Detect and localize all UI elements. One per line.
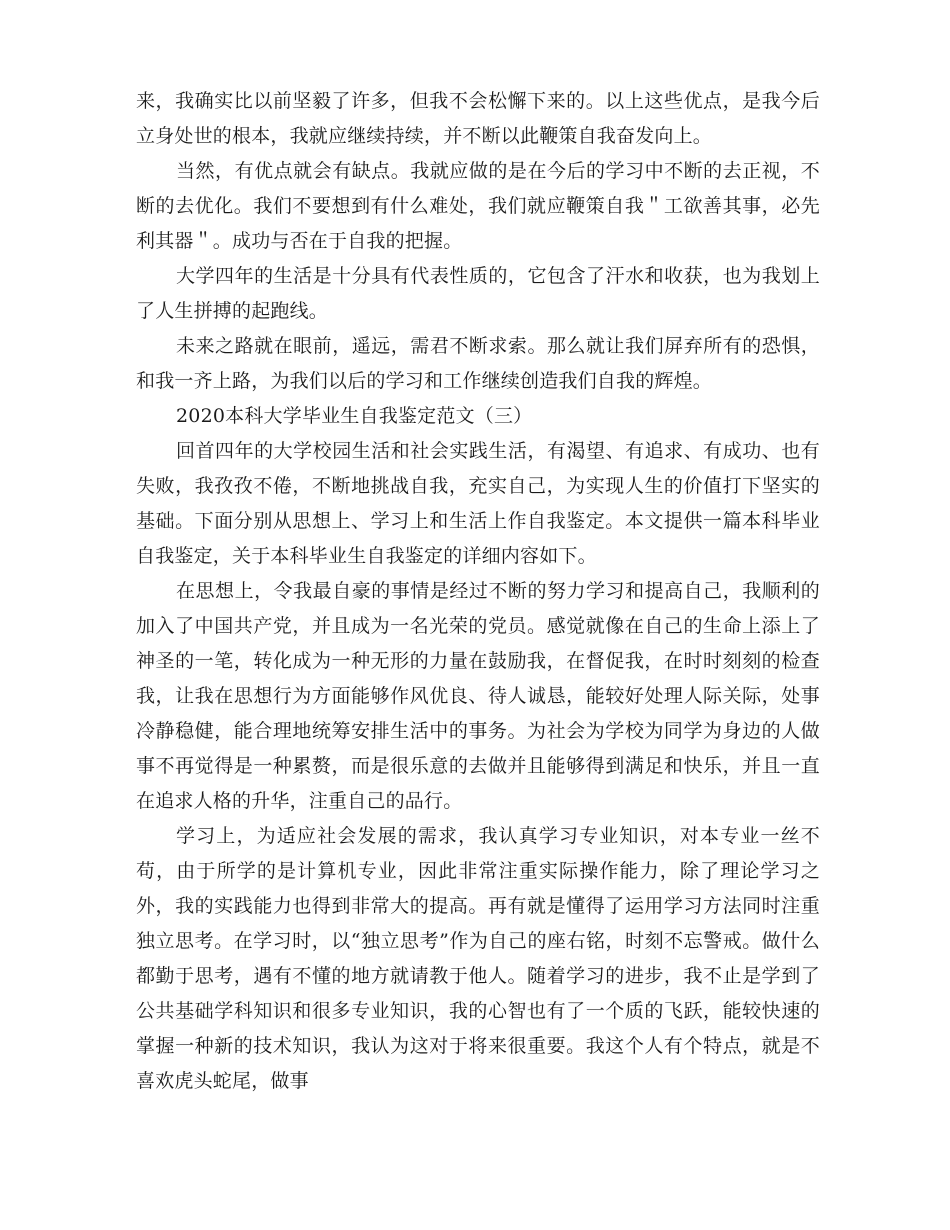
paragraph-future: 未来之路就在眼前，遥远，需君不断求索。那么就让我们屏弃所有的恐惧，和我一齐上路，为我们以后的学习和工作继续创造我们自我的辉煌。 xyxy=(136,335,820,392)
paragraph-study: 学习上，为适应社会发展的需求，我认真学习专业知识，对本专业一丝不苟，由于所学的是计算机专业，因此非常注重实际操作能力，除了理论学习之外，我的实践能力也得到非常大的提高。再有就是懂得了运用学习方法同时注重独立思考。在学习时，以“独立思考”作为自己的座右铭，时刻不忘警戒。做什么都勤于思考，遇有不懂的地方就请教于他人。随着学习的进步，我不止是学到了公共基础学科知识和很多专业知识，我的心智也有了一个质的飞跃，能较快速的掌握一种新的技术知识，我认为这对于将来很重要。我这个人有个特点，就是不喜欢虎头蛇尾，做事 xyxy=(136,825,820,1092)
paragraph-university-life: 大学四年的生活是十分具有代表性质的，它包含了汗水和收获，也为我划上了人生拼搏的起跑线。 xyxy=(136,265,820,322)
paragraph-continuation: 来，我确实比以前坚毅了许多，但我不会松懈下来的。以上这些优点，是我今后立身处世的根本，我就应继续持续，并不断以此鞭策自我奋发向上。 xyxy=(136,90,820,147)
section-heading: 2020本科大学毕业生自我鉴定范文（三） xyxy=(176,405,533,427)
paragraph-shortcomings: 当然，有优点就会有缺点。我就应做的是在今后的学习中不断的去正视，不断的去优化。我们不要想到有什么难处，我们就应鞭策自我＂工欲善其事，必先利其器＂。成功与否在于自我的把握。 xyxy=(136,160,820,252)
paragraph-review: 回首四年的大学校园生活和社会实践生活，有渴望、有追求、有成功、也有失败，我孜孜不倦，不断地挑战自我，充实自己，为实现人生的价值打下坚实的基础。下面分别从思想上、学习上和生活上作自我鉴定。本文提供一篇本科毕业自我鉴定，关于本科毕业生自我鉴定的详细内容如下。 xyxy=(136,440,820,567)
paragraph-ideology: 在思想上，令我最自豪的事情是经过不断的努力学习和提高自己，我顺利的加入了中国共产党，并且成为一名光荣的党员。感觉就像在自己的生命上添上了神圣的一笔，转化成为一种无形的力量在鼓励我，在督促我，在时时刻刻的检查我，让我在思想行为方面能够作风优良、待人诚恳，能较好处理人际关际，处事冷静稳健，能合理地统筹安排生活中的事务。为社会为学校为同学为身边的人做事不再觉得是一种累赘，而是很乐意的去做并且能够得到满足和快乐，并且一直在追求人格的升华，注重自己的品行。 xyxy=(136,580,820,812)
document-body xyxy=(136,84,820,1099)
